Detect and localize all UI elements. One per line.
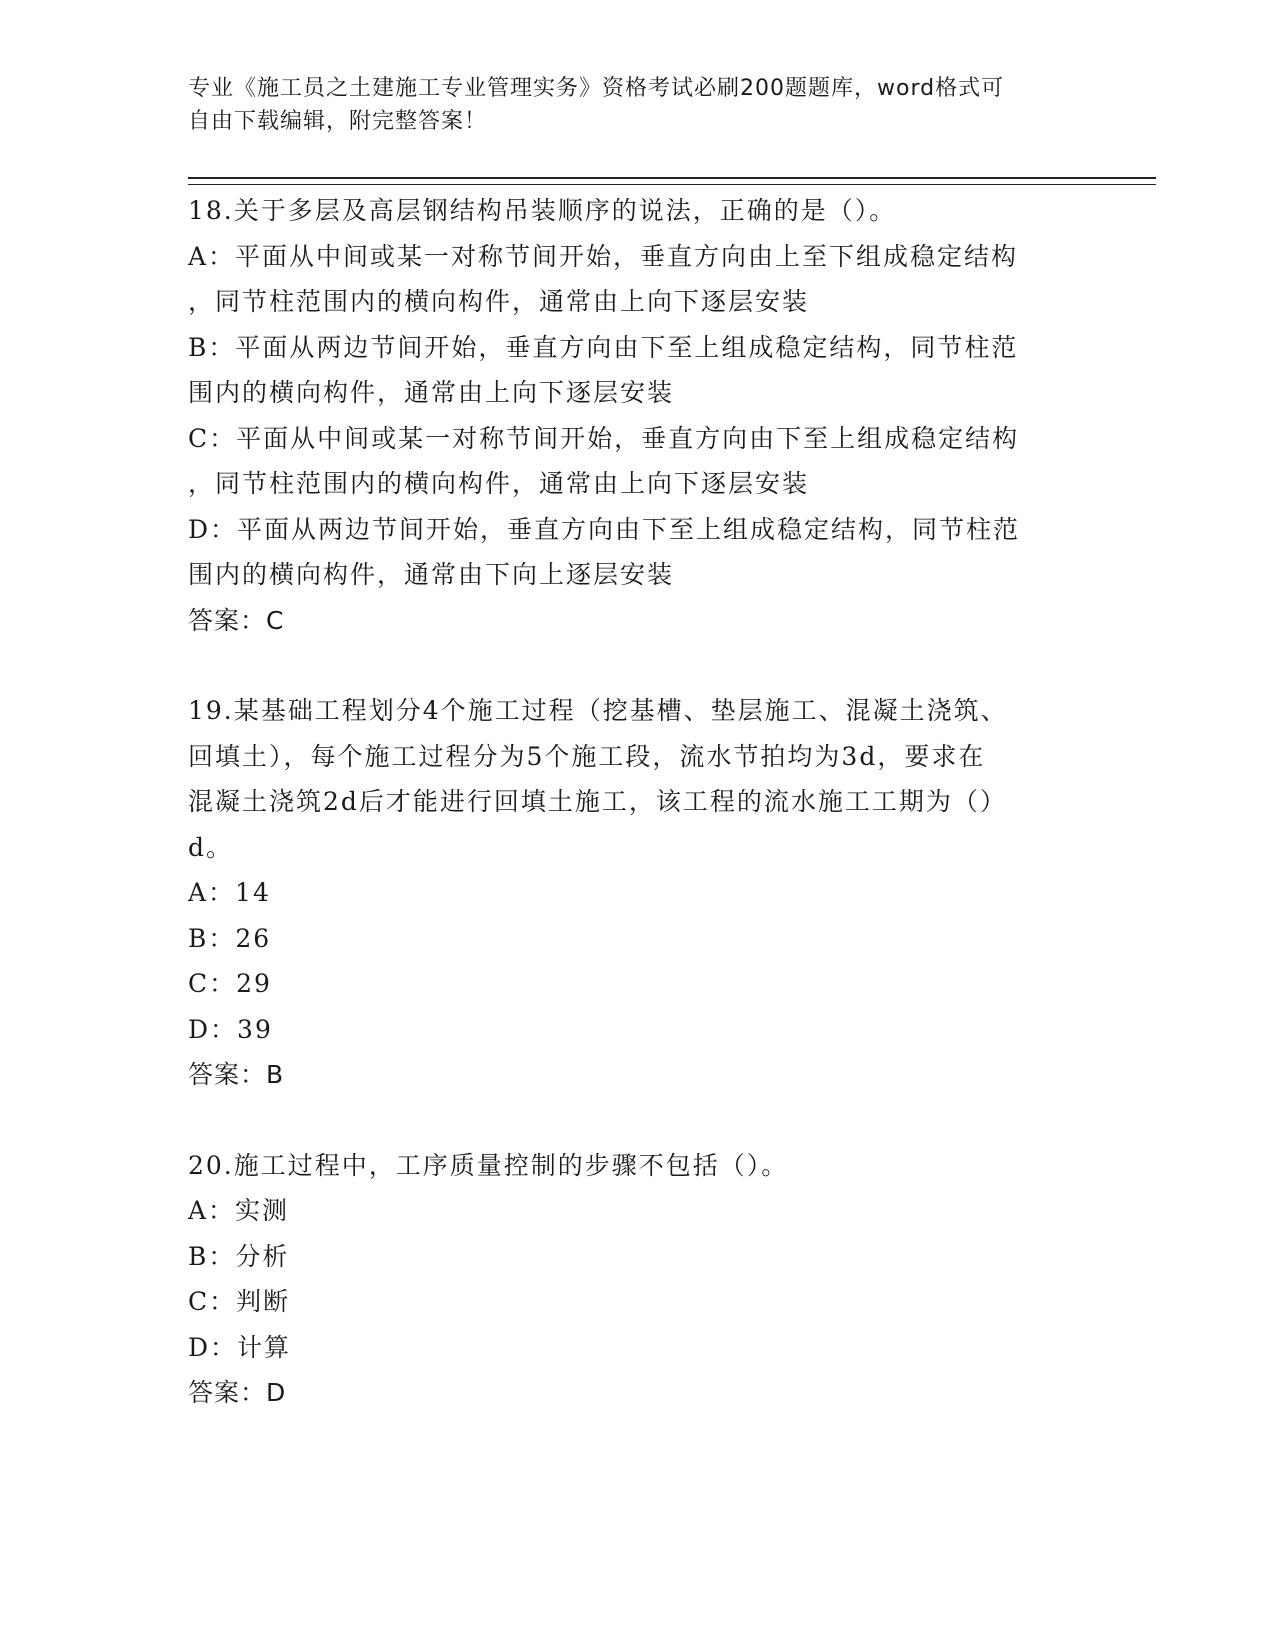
option-b: B：平面从两边节间开始，垂直方向由下至上组成稳定结构，同节柱范	[188, 332, 1019, 362]
option-b: B：分析	[188, 1241, 290, 1271]
option-a: A：平面从中间或某一对称节间开始，垂直方向由上至下组成稳定结构	[188, 241, 1019, 271]
question-list	[188, 188, 1088, 1416]
option-c-continued: ，同节柱范围内的横向构件，通常由上向下逐层安装	[188, 469, 810, 498]
question-stem-continued: 混凝土浇筑2d后才能进行回填土施工，该工程的流水施工工期为（）	[188, 787, 1007, 816]
option-c: C：判断	[188, 1287, 291, 1316]
header-divider	[188, 177, 1156, 185]
answer-label: 答案：D	[188, 1378, 287, 1407]
header-line-2: 自由下载编辑，附完整答案！	[188, 109, 488, 134]
question-stem: 18.关于多层及高层钢结构吊装顺序的说法，正确的是（）。	[188, 196, 897, 225]
question-stem-continued: 回填土），每个施工过程分为5个施工段，流水节拍均为3d，要求在	[188, 741, 986, 771]
header-line-1: 专业《施工员之土建施工专业管理实务》资格考试必刷200题题库，word格式可	[188, 76, 1005, 101]
question-18	[188, 188, 1088, 643]
option-a: A：实测	[188, 1196, 290, 1225]
answer-label: 答案：C	[188, 605, 285, 635]
question-20	[188, 1143, 1088, 1416]
option-b-continued: 围内的横向构件，通常由上向下逐层安装	[188, 378, 675, 407]
question-19	[188, 688, 1088, 1098]
option-d: D：平面从两边节间开始，垂直方向由下至上组成稳定结构，同节柱范	[188, 514, 1021, 544]
option-a-continued: ，同节柱范围内的横向构件，通常由上向下逐层安装	[188, 287, 810, 316]
option-d-continued: 围内的横向构件，通常由下向上逐层安装	[188, 560, 675, 589]
option-d: D：计算	[188, 1332, 292, 1362]
option-b: B：26	[188, 923, 272, 953]
question-stem-continued: d。	[188, 832, 234, 862]
option-c: C：平面从中间或某一对称节间开始，垂直方向由下至上组成稳定结构	[188, 423, 1020, 453]
document-header	[188, 72, 1068, 138]
answer-label: 答案：B	[188, 1060, 285, 1089]
question-stem: 19.某基础工程划分4个施工过程（挖基槽、垫层施工、混凝土浇筑、	[188, 696, 1008, 725]
question-stem: 20.施工过程中，工序质量控制的步骤不包括（）。	[188, 1150, 789, 1180]
option-a: A：14	[188, 878, 271, 907]
option-c: C：29	[188, 969, 272, 998]
option-d: D：39	[188, 1014, 273, 1044]
